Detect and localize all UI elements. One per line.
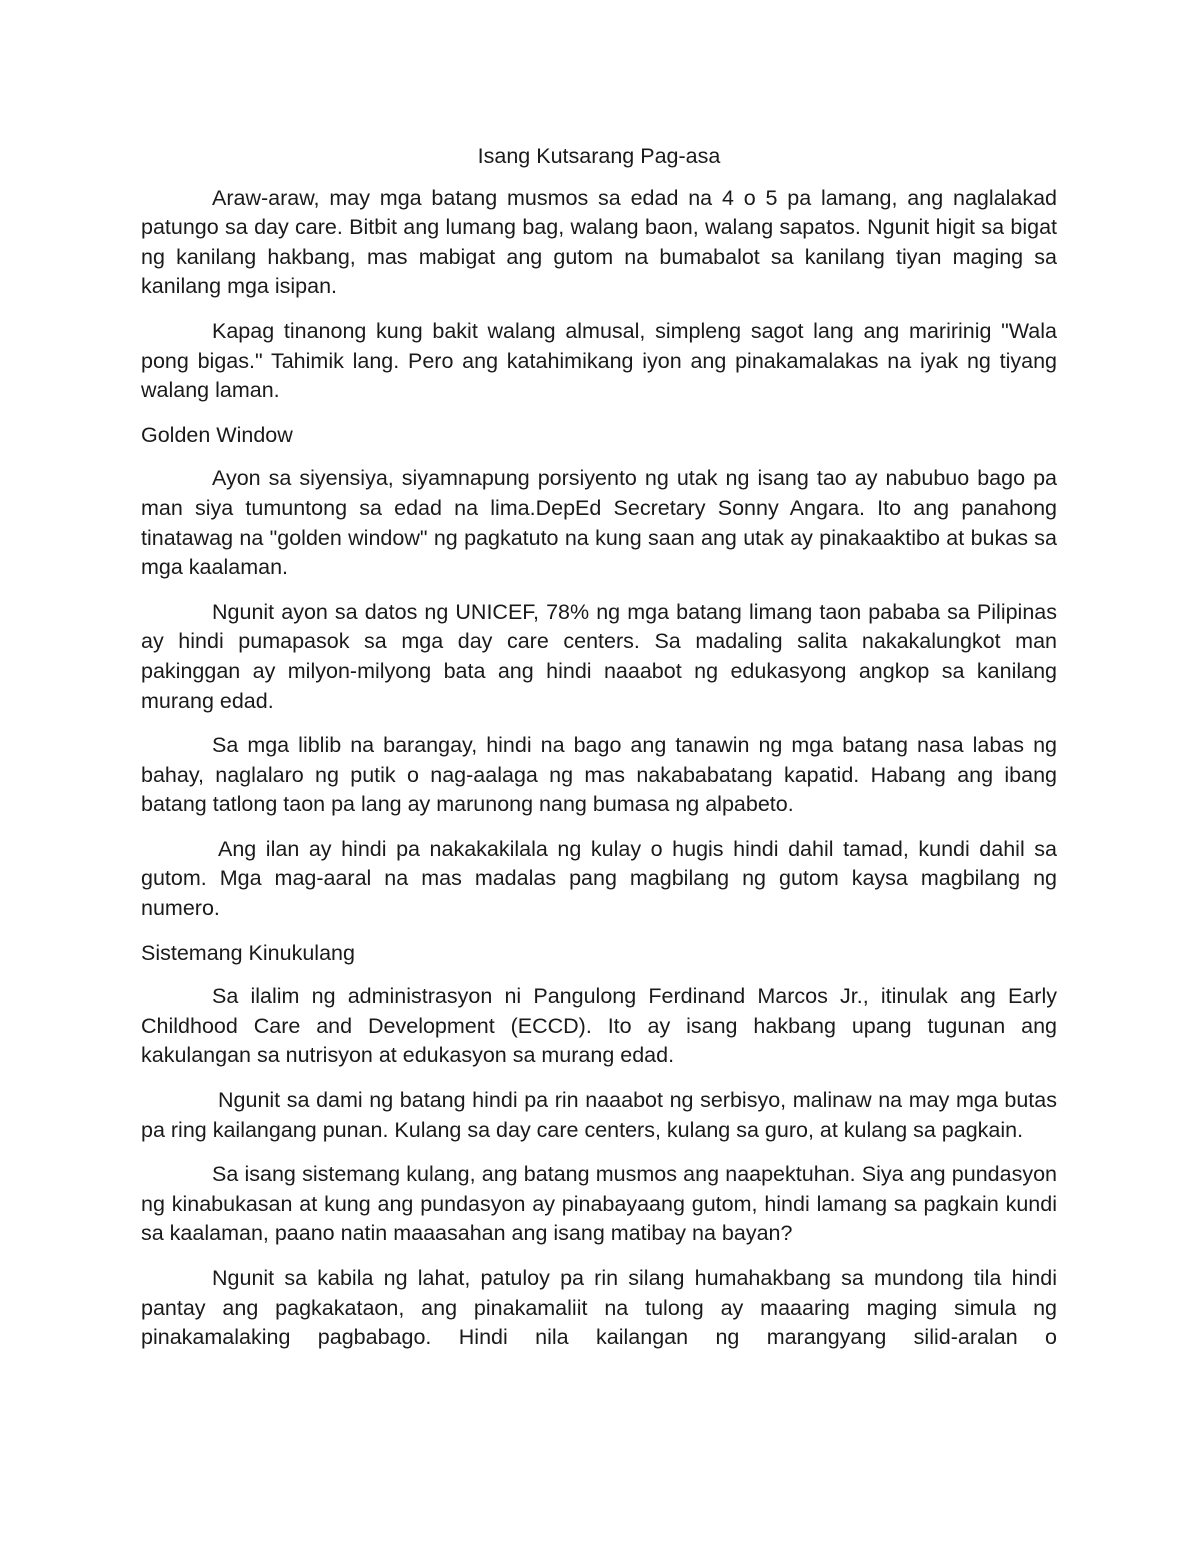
paragraph: Ngunit ayon sa datos ng UNICEF, 78% ng mga batang limang taon pababa sa Pilipinas ay hindi pumapasok sa mga day care centers. Sa madaling salita nakakalungkot man pakinggan ay milyon-milyong bata ang hindi naaabot ng edukasyong angkop sa kanilang murang edad.	[141, 599, 1057, 713]
paragraph: Sa mga liblib na barangay, hindi na bago ang tanawin ng mga batang nasa labas ng bahay, naglalaro ng putik o nag-aalaga ng mas nakababatang kapatid. Habang ang ibang batang tatlong taon pa lang ay marunong nang bumasa ng alpabeto.	[141, 733, 1057, 817]
paragraph: Kapag tinanong kung bakit walang almusal, simpleng sagot lang ang maririnig "Wala pong bigas." Tahimik lang. Pero ang katahimikang iyon ang pinakamalakas na iyak ng tiyang walang laman.	[141, 318, 1057, 403]
section-heading-golden-window: Golden Window	[141, 422, 293, 447]
paragraph: Ang ilan ay hindi pa nakakakilala ng kulay o hugis hindi dahil tamad, kundi dahil sa gutom. Mga mag-aaral na mas madalas pang magbilang ng gutom kaysa magbilang ng numero.	[141, 836, 1057, 921]
paragraph: Ayon sa siyensiya, siyamnapung porsiyento ng utak ng isang tao ay nabubuo bago pa man siya tumuntong sa edad na lima.DepEd Secretary Sonny Angara. Ito ang panahong tinatawag na "golden window" ng pagkatuto na kung saan ang utak ay pinakaaktibo at bukas sa mga kaalaman.	[141, 466, 1057, 580]
paragraph: Sa isang sistemang kulang, ang batang musmos ang naapektuhan. Siya ang pundasyon ng kinabukasan at kung ang pundasyon ay pinabayaang gutom, hindi lamang sa pagkain kundi sa kaalaman, paano natin maaasahan ang isang matibay na bayan?	[141, 1162, 1057, 1246]
document-page	[141, 142, 1057, 1353]
document-title: Isang Kutsarang Pag-asa	[477, 144, 721, 168]
paragraph: Ngunit sa kabila ng lahat, patuloy pa rin silang humahakbang sa mundong tila hindi pantay ang pagkakataon, ang pinakamaliit na tulong ay maaaring maging simula ng pinakamalaking pagbabago. Hindi nila kailangan ng marangyang silid-aralan o	[141, 1266, 1057, 1350]
paragraph: Ngunit sa dami ng batang hindi pa rin naaabot ng serbisyo, malinaw na may mga butas pa ring kailangang punan. Kulang sa day care centers, kulang sa guro, at kulang sa pagkain.	[141, 1088, 1057, 1142]
paragraph: Sa ilalim ng administrasyon ni Pangulong Ferdinand Marcos Jr., itinulak ang Early Childhood Care and Development (ECCD). Ito ay isang hakbang upang tugunan ang kakulangan sa nutrisyon at edukasyon sa murang edad.	[141, 984, 1057, 1068]
paragraph: Araw-araw, may mga batang musmos sa edad na 4 o 5 pa lamang, ang naglalakad patungo sa day care. Bitbit ang lumang bag, walang baon, walang sapatos. Ngunit higit sa bigat ng kanilang hakbang, mas mabigat ang gutom na bumabalot sa kanilang tiyan maging sa kanilang mga isipan.	[141, 185, 1057, 299]
section-heading-sistemang-kinukulang: Sistemang Kinukulang	[141, 940, 355, 965]
